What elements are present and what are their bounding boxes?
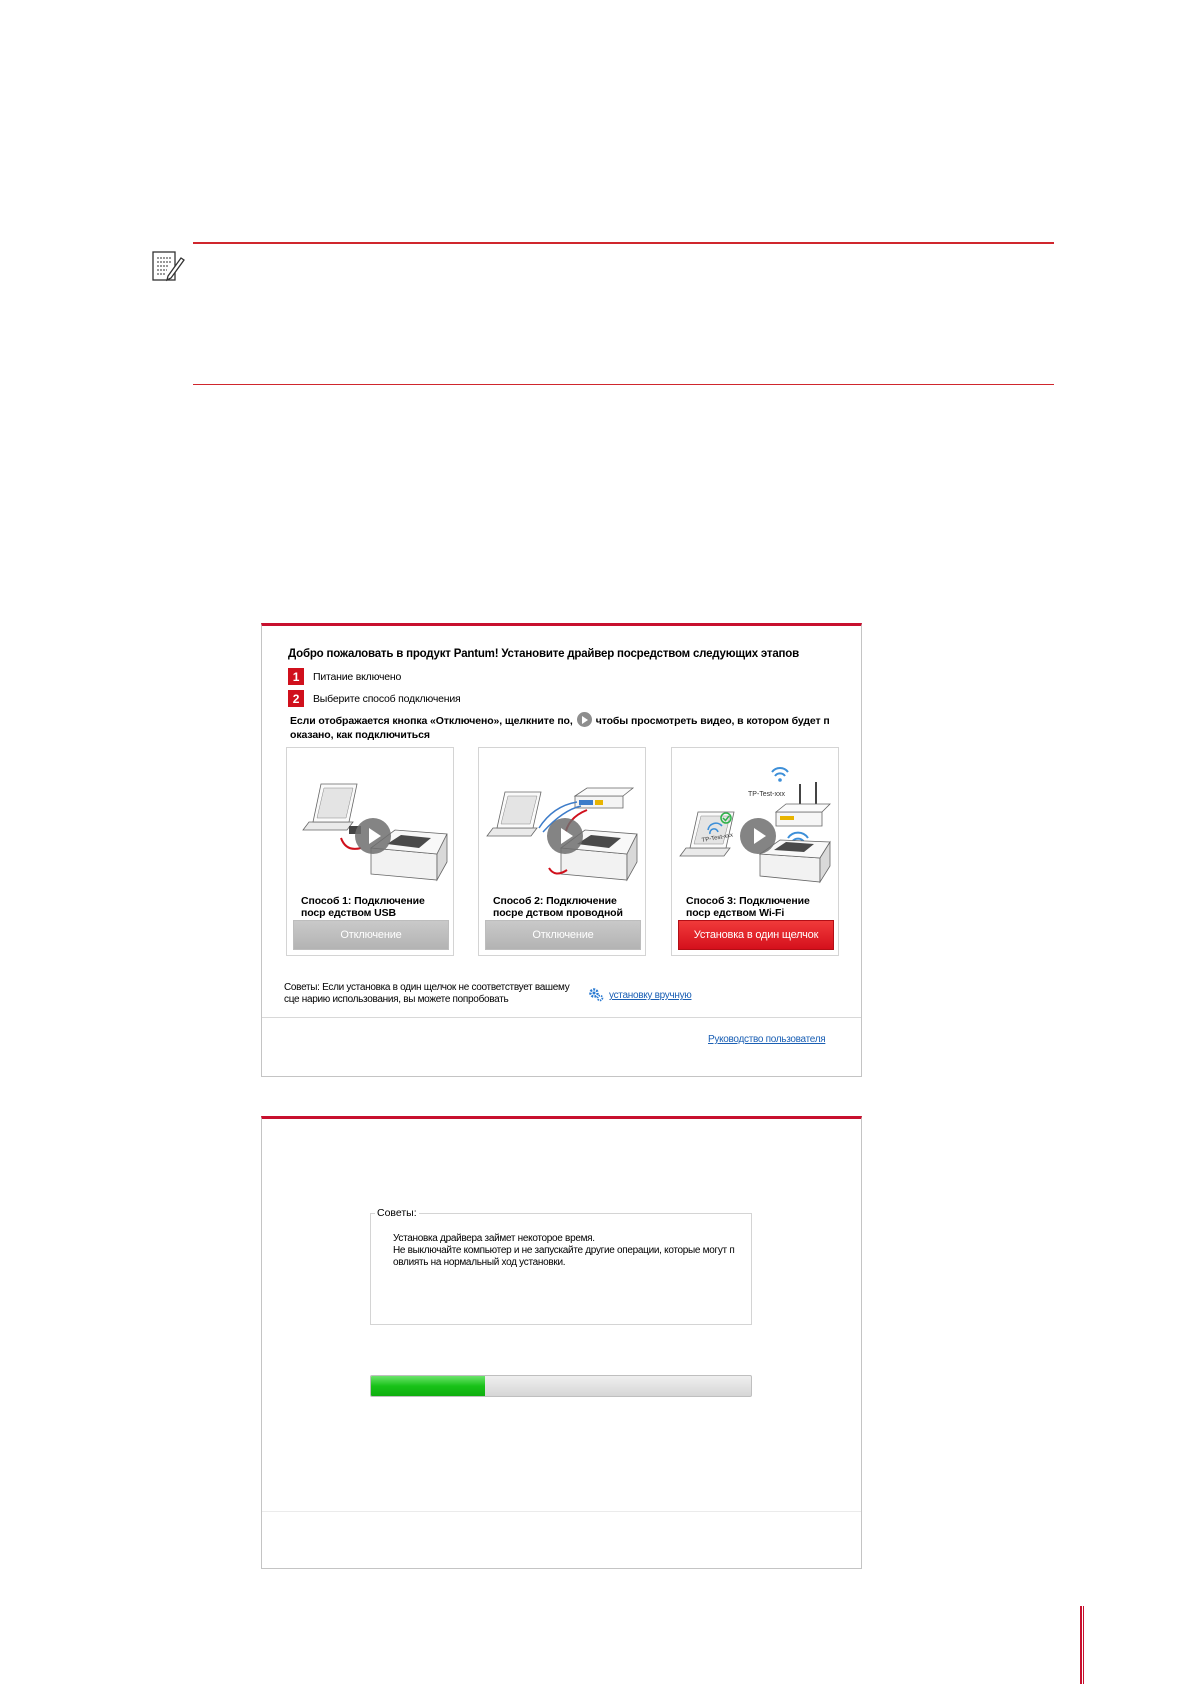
play-icon	[577, 712, 592, 727]
installer-window-connection	[261, 623, 862, 1077]
method-title: Способ 2: Подключение посре дством проводной	[493, 895, 623, 919]
step-number-badge: 2	[288, 690, 304, 707]
step-label: Выберите способ подключения	[313, 692, 461, 705]
hint-text-part2: чтобы просмотреть видео, в котором будет п оказано, как подключиться	[290, 715, 830, 741]
progress-fill	[371, 1376, 485, 1396]
play-video-button[interactable]	[547, 818, 583, 854]
method-card-wired	[478, 747, 646, 956]
page-edge-mark	[1080, 1606, 1084, 1684]
manual-install-link[interactable]: установку вручную	[609, 990, 692, 1001]
tips-line: Установка драйвера займет некоторое время.	[393, 1233, 595, 1244]
tips-text: Советы: Если установка в один щелчок не соответствует вашему сце нарию использования, вы можете попробовать	[284, 982, 570, 1005]
footer-separator	[262, 1017, 861, 1018]
tips-group-box	[370, 1207, 752, 1325]
laptop-label: TP-Test-xxx	[701, 832, 734, 844]
step-choose-connection	[288, 690, 461, 707]
gear-icon	[588, 986, 604, 1002]
welcome-title: Добро пожаловать в продукт Pantum! Установите драйвер посредством следующих этапов	[288, 648, 799, 660]
play-video-button[interactable]	[740, 818, 776, 854]
method-card-usb	[286, 747, 454, 956]
note-bottom-rule	[193, 384, 1054, 385]
hint-text-part1: Если отображается кнопка «Отключено», щелкните по,	[290, 715, 573, 727]
install-progress-bar	[370, 1375, 752, 1397]
method-title: Способ 1: Подключение поср едством USB	[301, 895, 425, 919]
method-title: Способ 3: Подключение поср едством Wi-Fi	[686, 895, 810, 919]
footer-separator	[262, 1511, 861, 1512]
usb-disabled-button[interactable]: Отключение	[293, 920, 449, 950]
step-power-on	[288, 668, 401, 685]
video-hint	[290, 712, 830, 742]
play-video-button[interactable]	[355, 818, 391, 854]
step-number-badge: 1	[288, 668, 304, 685]
one-click-install-button[interactable]: Установка в один щелчок	[678, 920, 834, 950]
note-top-rule	[193, 242, 1054, 244]
tips-legend: Советы:	[377, 1207, 417, 1219]
tips-line: Не выключайте компьютер и не запускайте другие операции, которые могут п	[393, 1245, 735, 1256]
tips-line: овлиять на нормальный ход установки.	[393, 1257, 566, 1268]
step-label: Питание включено	[313, 670, 402, 683]
method-card-wifi	[671, 747, 839, 956]
wired-disabled-button[interactable]: Отключение	[485, 920, 641, 950]
user-guide-link[interactable]: Руководство пользователя	[708, 1034, 826, 1045]
router-label: TP-Test-xxx	[748, 791, 785, 798]
note-pencil-icon	[150, 249, 186, 285]
installer-window-progress	[261, 1116, 862, 1569]
